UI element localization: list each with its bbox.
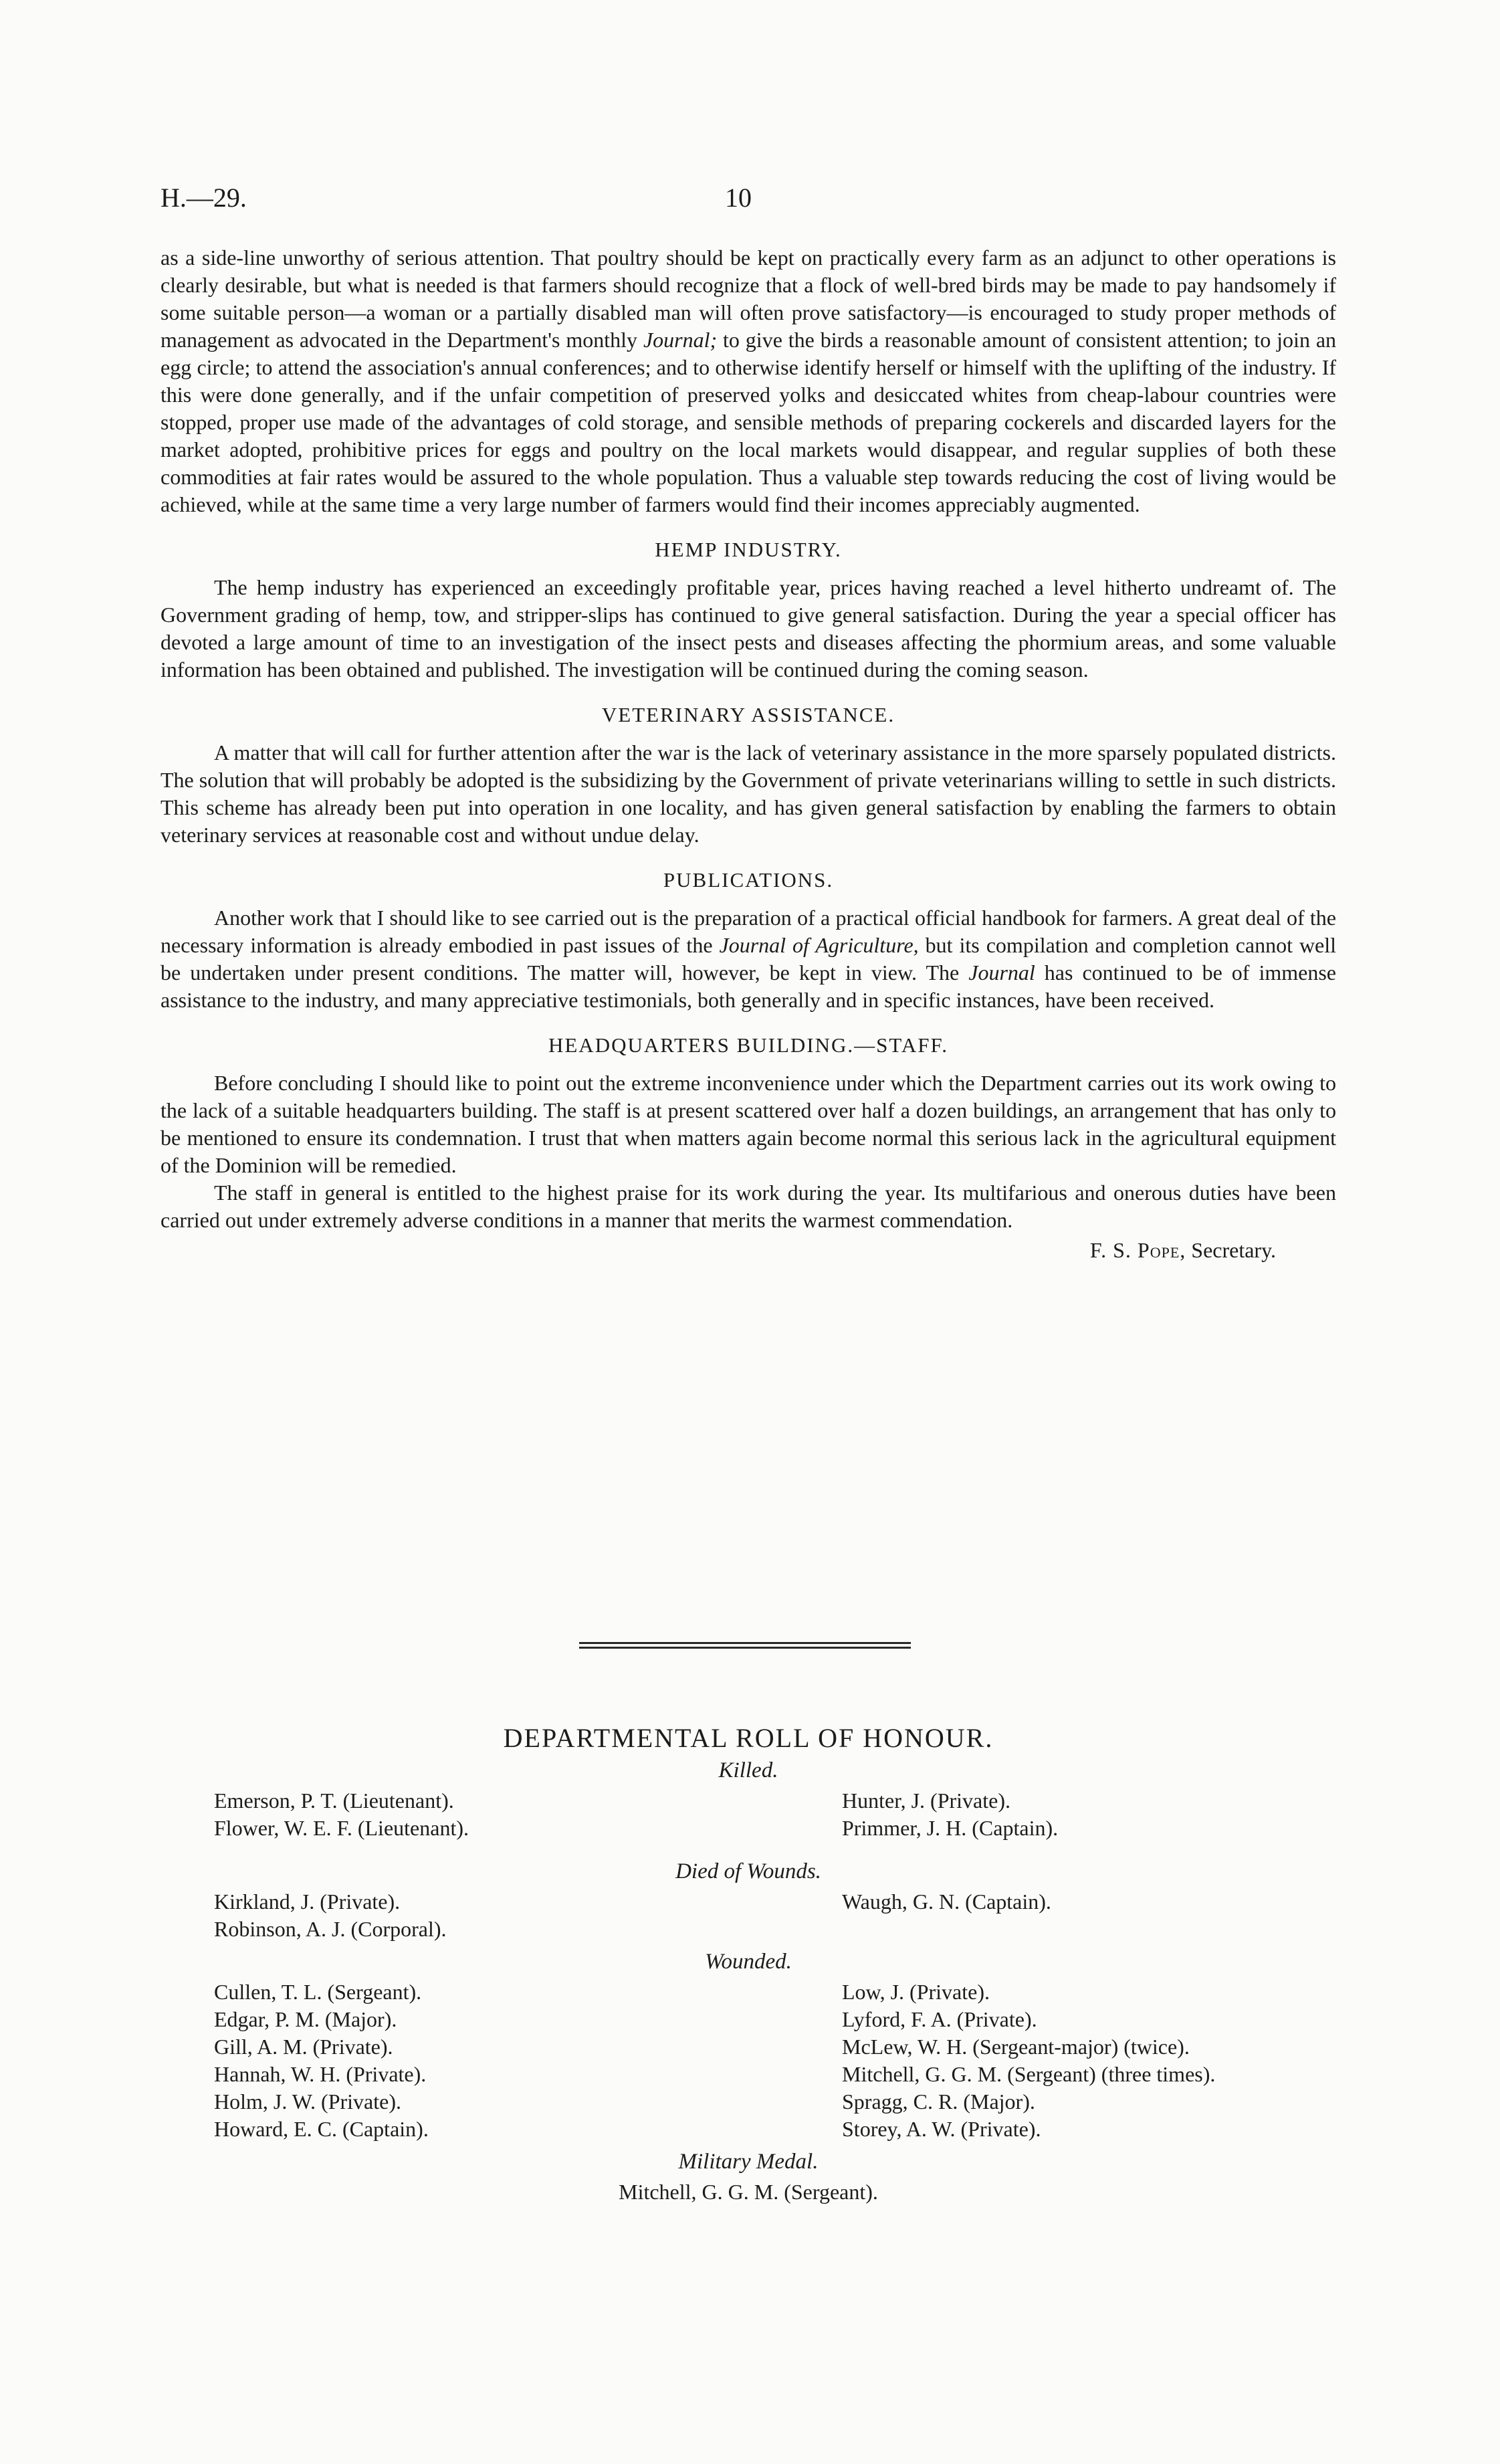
hemp-paragraph: The hemp industry has experienced an exceedingly profitable year, prices having reached a level hitherto undreamt of. The Government grading of hemp, tow, and stripper-slips has continued to give general satisfaction. During the year a special officer has devoted a large amount of time to an investigation of the insect pests and diseases affecting the phormium areas, and some valuable information has been obtained and published. The investigation will be continued during the coming season. — [160, 575, 1336, 682]
headquarters-heading: HEADQUARTERS BUILDING.—STAFF. — [548, 1033, 948, 1057]
military-medal-section — [160, 2148, 1336, 2206]
roll-entry: Kirkland, J. (Private). — [214, 1889, 401, 1914]
page-number: 10 — [725, 183, 752, 213]
page-header — [160, 182, 1336, 222]
journal-of-agriculture-title: Journal of Agriculture, — [719, 933, 919, 957]
poultry-paragraph — [160, 244, 1336, 518]
roll-entry: McLew, W. H. (Sergeant-major) (twice). — [842, 2035, 1190, 2059]
journal-title-short: Journal — [968, 960, 1035, 985]
roll-entry: Robinson, A. J. (Corporal). — [214, 1917, 447, 1941]
publications-paragraph — [160, 904, 1336, 1014]
veterinary-paragraph: A matter that will call for further attention after the war is the lack of veterinary assistance in the more sparsely populated districts. The solution that will probably be adopted is the subsidizing by the Government of private veterinarians willing to settle in such districts. This scheme has already been put into operation in one locality, and has given general satisfaction by enabling the farmers to obtain veterinary services at reasonable cost and without undue delay. — [160, 740, 1336, 847]
roll-entry: Waugh, G. N. (Captain). — [842, 1889, 1051, 1914]
roll-entry: Holm, J. W. (Private). — [214, 2089, 401, 2114]
roll-entry: Primmer, J. H. (Captain). — [842, 1816, 1059, 1840]
publications-heading: PUBLICATIONS. — [663, 868, 834, 892]
signature — [160, 1237, 1336, 1264]
roll-entry: Low, J. (Private). — [842, 1980, 990, 2004]
hemp-heading: HEMP INDUSTRY. — [655, 538, 842, 561]
report-reference: H.—29. — [160, 183, 247, 213]
poultry-text: as a side-line unworthy of serious attention. That poultry should be kept on practically every farm as an adjunct to other operations is clearly desirable, but what is needed is that farmers should recognize that a flock of well-bred birds may be made to pay handsomely if some suitable person—a woman or a partially disabled man will often prove satisfactory—is encouraged to study proper methods of management as advocated in the Department's monthly — [160, 245, 1336, 352]
wounded-section — [160, 1948, 1336, 2143]
headquarters-paragraph-2: The staff in general is entitled to the highest praise for its work during the year. Its multifarious and onerous duties have been carried out under extremely adverse conditions in a manner that merits the warmest commendation. — [160, 1180, 1336, 1232]
died-of-wounds-heading: Died of Wounds. — [675, 1859, 821, 1883]
publications-text-b: but its compilation and completion cannot well be undertaken under present conditions. The matter will, however, be kept in view. The — [160, 933, 1337, 985]
roll-entry: Emerson, P. T. (Lieutenant). — [214, 1788, 454, 1813]
roll-entry: Mitchell, G. G. M. (Sergeant). — [619, 2180, 878, 2204]
publications-text-c: has continued to be of immense assistance to the industry, and many appreciative testimonials, both generally and in specific instances, have been received. — [160, 960, 1336, 1012]
journal-title: Journal; — [643, 328, 718, 352]
killed-section — [160, 1757, 1336, 1842]
roll-entry: Lyford, F. A. (Private). — [842, 2007, 1037, 2031]
roll-entry: Howard, E. C. (Captain). — [214, 2117, 429, 2141]
signature-title: Secretary. — [1191, 1238, 1276, 1262]
poultry-text-cont: to give the birds a reasonable amount of consistent attention; to join an egg circle; to attend the association's annual conferences; and to otherwise identify herself or himself with the uplifting of the industry. If this were done generally, and if the unfair competition of preserved yolks and desiccated whites from cheap-labour countries were stopped, proper use made of the advantages of cold storage, and sensible methods of preparing cockerels and discarded layers for the market adopted, prohibitive prices for eggs and poultry on the local markets would disappear, and regular supplies of both these commodities at fair rates would be assured to the whole population. Thus a valuable step towards reducing the cost of living would be achieved, while at the same time a very large number of farmers would find their incomes appreciably augmented. — [160, 328, 1337, 516]
veterinary-heading: VETERINARY ASSISTANCE. — [601, 703, 895, 726]
section-divider — [579, 1642, 911, 1651]
died-of-wounds-section — [160, 1858, 1336, 1943]
report-body — [160, 244, 1336, 1264]
roll-of-honour — [160, 1724, 1336, 2206]
roll-entry: Cullen, T. L. (Sergeant). — [214, 1980, 422, 2004]
roll-entry: Hannah, W. H. (Private). — [214, 2062, 427, 2086]
publications-text-a: Another work that I should like to see carried out is the preparation of a practical official handbook for farmers. A great deal of the necessary information is already embodied in past issues of the — [160, 906, 1336, 957]
signature-name: F. S. Pope, — [1089, 1238, 1186, 1262]
roll-entry: Gill, A. M. (Private). — [214, 2035, 393, 2059]
roll-title: DEPARTMENTAL ROLL OF HONOUR. — [503, 1723, 994, 1753]
roll-entry: Edgar, P. M. (Major). — [214, 2007, 397, 2031]
roll-entry: Spragg, C. R. (Major). — [842, 2089, 1035, 2114]
roll-entry: Hunter, J. (Private). — [842, 1788, 1010, 1813]
military-medal-heading: Military Medal. — [678, 2150, 819, 2174]
headquarters-paragraph-1: Before concluding I should like to point out the extreme inconvenience under which the Department carries out its work owing to the lack of a suitable headquarters building. The staff is at present scattered over half a dozen buildings, an arrangement that has only to be mentioned to ensure its condemnation. I trust that when matters again become normal this serious lack in the agricultural equipment of the Dominion will be remedied. — [160, 1071, 1336, 1177]
roll-entry: Flower, W. E. F. (Lieutenant). — [214, 1816, 469, 1840]
roll-entry: Mitchell, G. G. M. (Sergeant) (three times). — [842, 2062, 1216, 2086]
roll-entry: Storey, A. W. (Private). — [842, 2117, 1041, 2141]
wounded-heading: Wounded. — [705, 1950, 792, 1974]
killed-heading: Killed. — [718, 1758, 778, 1782]
